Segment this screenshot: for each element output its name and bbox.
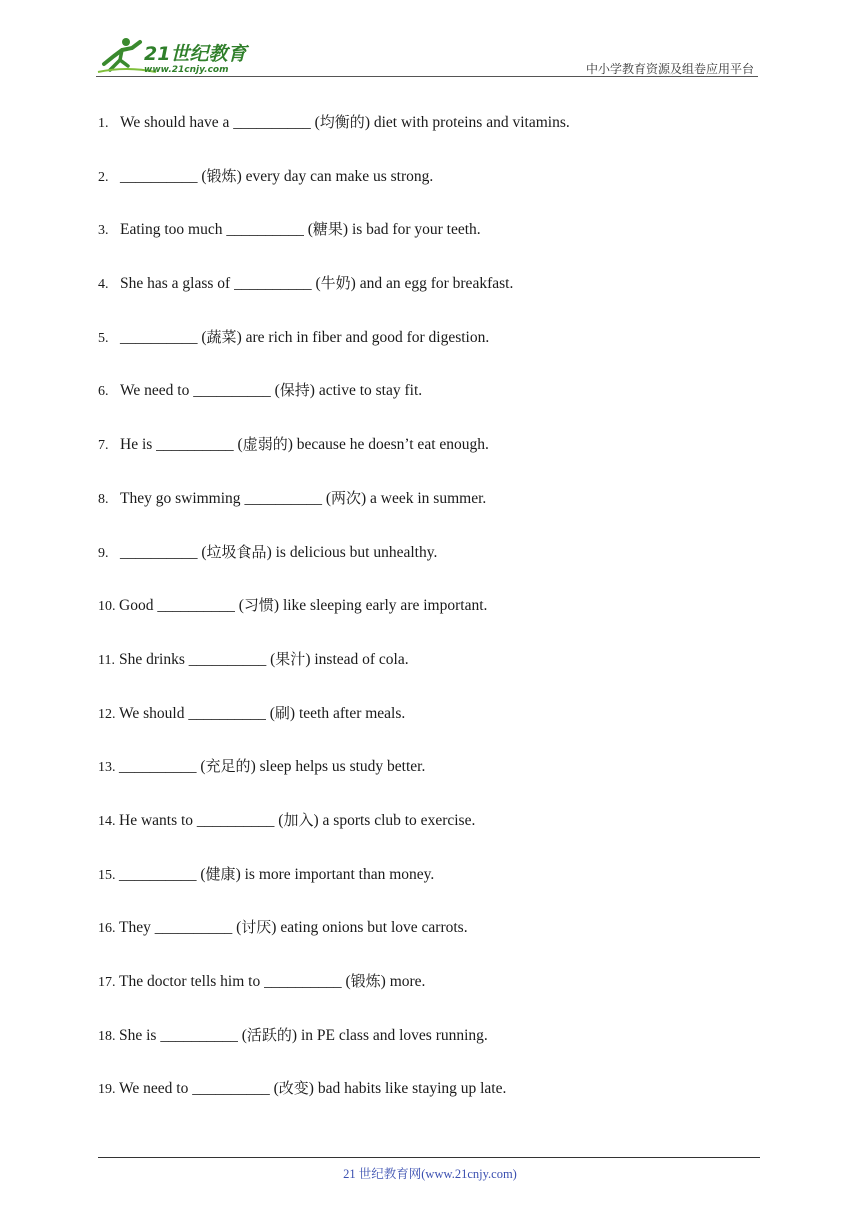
logo-url: www.21cnjy.com	[144, 65, 229, 75]
question-number: 3.	[98, 223, 109, 239]
answer-blank[interactable]: __________	[120, 543, 198, 561]
chinese-hint: 活跃的	[246, 1025, 292, 1044]
question-number: 7.	[98, 438, 109, 454]
question-text-after: and an egg for breakfast.	[355, 275, 514, 293]
hint-open-paren: (	[233, 436, 243, 454]
question-text-before: He wants to	[119, 811, 197, 829]
answer-blank[interactable]: __________	[193, 382, 271, 400]
question-item	[98, 807, 778, 861]
answer-blank[interactable]: __________	[120, 328, 198, 346]
answer-blank[interactable]: __________	[188, 704, 266, 722]
question-number: 5.	[98, 330, 109, 346]
hint-open-paren: (	[197, 167, 207, 185]
hint-close-paren: )	[361, 489, 367, 507]
question-text-after: instead of cola.	[310, 650, 409, 668]
question-text-after: are rich in fiber and good for digestion.	[241, 328, 490, 346]
question-text-after: diet with proteins and vitamins.	[369, 114, 570, 131]
question-text-before: They	[119, 919, 155, 937]
header-platform-name: 中小学教育资源及组卷应用平台	[585, 62, 754, 76]
question-text-after: is more important than money.	[240, 865, 435, 883]
chinese-hint: 均衡的	[319, 113, 365, 131]
question-text-after: every day can make us strong.	[241, 167, 434, 185]
hint-close-paren: )	[235, 865, 241, 883]
header-rule	[96, 76, 758, 77]
question-number: 12.	[98, 706, 116, 722]
question-item	[98, 1075, 778, 1129]
hint-close-paren: )	[236, 328, 242, 346]
hint-open-paren: (	[266, 650, 276, 668]
answer-blank[interactable]: __________	[264, 973, 342, 990]
question-item	[98, 431, 778, 485]
question-item	[98, 216, 778, 270]
question-number: 19.	[98, 1082, 116, 1098]
question-number: 6.	[98, 384, 109, 400]
hint-close-paren: )	[287, 436, 293, 454]
hint-close-paren: )	[308, 1080, 314, 1098]
hint-open-paren: (	[197, 328, 207, 346]
question-number: 4.	[98, 277, 109, 293]
question-item	[98, 539, 778, 593]
hint-open-paren: (	[270, 382, 280, 400]
hint-close-paren: )	[342, 221, 349, 239]
chinese-hint: 牛奶	[320, 274, 351, 293]
chinese-hint: 果汁	[275, 649, 306, 668]
question-number: 14.	[98, 813, 116, 829]
question-text-after: because he doesn’t eat enough.	[292, 436, 489, 454]
hint-open-paren: (	[310, 114, 320, 131]
hint-close-paren: )	[350, 275, 356, 293]
hint-open-paren: (	[232, 919, 242, 937]
answer-blank[interactable]: __________	[226, 221, 304, 239]
hint-open-paren: (	[196, 865, 206, 883]
answer-blank[interactable]: __________	[188, 650, 267, 668]
question-text-before: The doctor tells him to	[119, 973, 265, 990]
chinese-hint: 糖果	[312, 220, 343, 239]
question-number: 9.	[98, 545, 109, 561]
question-number: 15.	[98, 867, 116, 883]
question-text-after: a week in summer.	[366, 489, 487, 507]
hint-close-paren: )	[289, 704, 296, 722]
question-number: 13.	[98, 760, 116, 776]
hint-open-paren: (	[234, 597, 244, 615]
answer-blank[interactable]: __________	[192, 1080, 270, 1098]
answer-blank[interactable]: __________	[120, 167, 198, 185]
hint-open-paren: (	[197, 543, 207, 561]
question-number: 17.	[98, 975, 116, 990]
question-text-before: He is	[120, 436, 157, 454]
footer-text: 21 世纪教育网(www.21cnjy.com)	[343, 1167, 517, 1181]
chinese-hint: 两次	[330, 488, 361, 507]
hint-close-paren: )	[266, 543, 272, 561]
hint-close-paren: )	[309, 382, 315, 400]
question-text-before: She is	[119, 1026, 161, 1044]
answer-blank[interactable]: __________	[119, 758, 197, 776]
question-number: 10.	[98, 599, 116, 615]
chinese-hint: 锻炼	[206, 166, 237, 185]
question-number: 18.	[98, 1028, 116, 1044]
chinese-hint: 刷	[274, 703, 290, 722]
question-item	[98, 270, 778, 324]
question-text-after: is bad for your teeth.	[348, 221, 481, 239]
question-item	[98, 485, 778, 539]
hint-open-paren: (	[237, 1026, 247, 1044]
chinese-hint: 蔬菜	[206, 327, 237, 346]
chinese-hint: 充足的	[205, 757, 251, 776]
answer-blank[interactable]: __________	[156, 436, 234, 454]
question-number: 16.	[98, 921, 116, 937]
hint-close-paren: )	[271, 919, 277, 937]
hint-open-paren: (	[265, 704, 275, 722]
answer-blank[interactable]: __________	[234, 275, 312, 293]
hint-close-paren: )	[305, 650, 311, 668]
chinese-hint: 保持	[279, 381, 310, 400]
answer-blank[interactable]: __________	[244, 489, 322, 507]
chinese-hint: 锻炼	[350, 972, 381, 990]
answer-blank[interactable]: __________	[119, 865, 197, 883]
chinese-hint: 加入	[283, 810, 314, 829]
question-text-after: is delicious but unhealthy.	[271, 543, 438, 561]
answer-blank[interactable]: __________	[233, 114, 311, 131]
question-text-after: a sports club to exercise.	[318, 811, 476, 829]
chinese-hint: 改变	[278, 1079, 309, 1098]
logo-21cnjy	[96, 36, 266, 76]
hint-open-paren: (	[274, 811, 284, 829]
hint-close-paren: )	[313, 811, 319, 829]
hint-close-paren: )	[250, 758, 256, 776]
question-item	[98, 109, 778, 163]
hint-close-paren: )	[380, 973, 386, 990]
question-item	[98, 592, 778, 646]
footer-rule	[98, 1157, 760, 1158]
question-item	[98, 646, 778, 700]
question-text-after: active to stay fit.	[314, 382, 423, 400]
question-text-after: sleep helps us study better.	[255, 758, 426, 776]
chinese-hint: 习惯	[243, 596, 274, 615]
question-text-before: Good	[119, 597, 158, 615]
question-number: 2.	[98, 169, 109, 185]
question-text-before: Eating too much	[120, 221, 227, 239]
question-text-after: bad habits like staying up late.	[313, 1080, 507, 1098]
page-header	[96, 36, 758, 80]
chinese-hint: 垃圾食品	[206, 542, 267, 561]
answer-blank[interactable]: __________	[157, 597, 235, 615]
hint-close-paren: )	[273, 597, 280, 615]
chinese-hint: 讨厌	[241, 918, 272, 937]
answer-blank[interactable]: __________	[160, 1026, 238, 1044]
hint-open-paren: (	[269, 1080, 279, 1098]
question-text-after: more.	[385, 973, 426, 990]
question-text-before: She drinks	[119, 650, 189, 668]
question-item	[98, 753, 778, 807]
hint-open-paren: (	[303, 221, 313, 239]
question-item	[98, 700, 778, 754]
hint-open-paren: (	[341, 973, 351, 990]
chinese-hint: 虚弱的	[242, 435, 288, 454]
answer-blank[interactable]: __________	[196, 811, 275, 829]
question-list	[98, 109, 778, 1129]
hint-close-paren: )	[236, 167, 242, 185]
logo-text: 21世纪教育	[144, 43, 247, 65]
question-item	[98, 377, 778, 431]
question-text-after: teeth after meals.	[295, 704, 406, 722]
question-number: 1.	[98, 116, 109, 131]
answer-blank[interactable]: __________	[154, 919, 233, 937]
hint-close-paren: )	[291, 1026, 298, 1044]
question-item	[98, 324, 778, 378]
question-text-after: like sleeping early are important.	[279, 597, 488, 615]
question-text-before: We should	[119, 704, 189, 722]
question-number: 11.	[98, 652, 115, 668]
hint-open-paren: (	[196, 758, 206, 776]
hint-open-paren: (	[321, 489, 331, 507]
question-text-before: We should have a	[120, 114, 234, 131]
question-text-before: We need to	[120, 382, 194, 400]
question-text-after: eating onions but love carrots.	[276, 919, 468, 937]
question-text-before: They go swimming	[120, 489, 245, 507]
chinese-hint: 健康	[205, 864, 236, 883]
question-item	[98, 968, 778, 1022]
question-item	[98, 1022, 778, 1076]
question-item	[98, 163, 778, 217]
hint-open-paren: (	[311, 275, 321, 293]
question-text-before: We need to	[119, 1080, 193, 1098]
question-text-before: She has a glass of	[120, 275, 235, 293]
hint-close-paren: )	[364, 114, 370, 131]
question-item	[98, 914, 778, 968]
question-text-after: in PE class and loves running.	[297, 1026, 488, 1044]
question-item	[98, 861, 778, 915]
question-number: 8.	[98, 491, 109, 507]
